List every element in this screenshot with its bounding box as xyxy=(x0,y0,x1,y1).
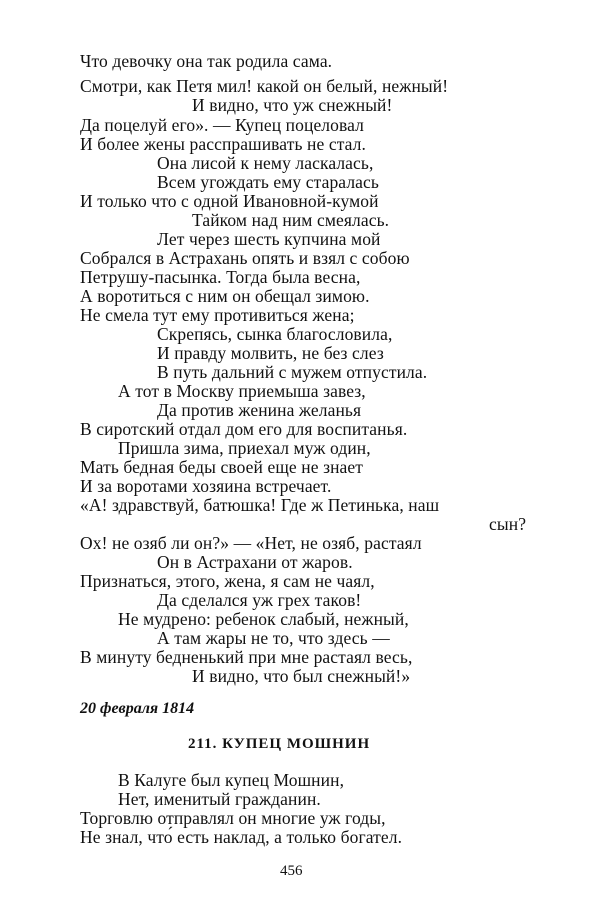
poem-line: Да поцелуй его». — Купец поцеловал xyxy=(80,115,364,135)
poem-line: И более жены расспрашивать не стал. xyxy=(80,134,366,154)
poem-line: А там жары не то, что здесь — xyxy=(157,628,390,648)
poem-line: И видно, что был снежный!» xyxy=(192,666,411,686)
poem-line: Ох! не озяб ли он?» — «Нет, не озяб, растаял xyxy=(80,533,422,553)
poem-line: Лет через шесть купчина мой xyxy=(157,229,381,249)
poem-line: Торговлю отправлял он многие уж годы, xyxy=(80,808,386,828)
poem-line: Он в Астрахани от жаров. xyxy=(157,552,353,572)
poem-line: Признаться, этого, жена, я сам не чаял, xyxy=(80,571,375,591)
poem-line: И правду молвить, не без слез xyxy=(157,343,384,363)
poem-line: Скрепясь, сынка благословила, xyxy=(157,324,393,344)
poem-line: Пришла зима, приехал муж один, xyxy=(118,438,371,458)
poem-line: И только что с одной Ивановной-кумой xyxy=(80,191,379,211)
poem-line: Тайком над ним смеялась. xyxy=(192,210,390,230)
poem-date: 20 февраля 1814 xyxy=(80,700,195,717)
poem-line: Да сделался уж грех таков! xyxy=(157,590,362,610)
poem-line: Не смела тут ему противиться жена; xyxy=(80,305,355,325)
poem-line: Она лисой к нему ласкалась, xyxy=(157,153,374,173)
poem-line: Мать бедная беды своей еще не знает xyxy=(80,457,364,477)
poem-line: В сиротский отдал дом его для воспитанья. xyxy=(80,419,408,439)
poem-line: В Калуге был купец Мошнин, xyxy=(118,770,345,790)
poem-line: Смотри, как Петя мил! какой он белый, нежный! xyxy=(80,76,449,96)
poem-line: А тот в Москву приемыша завез, xyxy=(118,381,366,401)
poem-line: Всем угождать ему старалась xyxy=(157,172,379,192)
poem-line: «А! здравствуй, батюшка! Где ж Петинька, наш xyxy=(80,495,440,515)
poem-line: И за воротами хозяина встречает. xyxy=(80,476,332,496)
poem-line: Не знал, что́ есть наклад, а только богател. xyxy=(80,827,403,847)
poem-line-continuation: сын? xyxy=(489,514,527,534)
poem-line: Не мудрено: ребенок слабый, нежный, xyxy=(118,609,409,629)
poem-line: Да против женина желанья xyxy=(157,400,362,420)
poem-line: Нет, именитый гражданин. xyxy=(118,789,321,809)
poem-line: А воротиться с ним он обещал зимою. xyxy=(80,286,370,306)
poem-line: Собрался в Астрахань опять и взял с собою xyxy=(80,248,410,268)
poem-line: В путь дальний с мужем отпустила. xyxy=(157,362,428,382)
poem-line: И видно, что уж снежный! xyxy=(192,95,393,115)
page-number: 456 xyxy=(280,863,303,879)
poem-line: Что девочку она так родила сама. xyxy=(80,51,333,71)
poem-title: 211. КУПЕЦ МОШНИН xyxy=(188,736,371,752)
poem-line: В минуту бедненький при мне растаял весь, xyxy=(80,647,413,667)
poem-line: Петрушу-пасынка. Тогда была весна, xyxy=(80,267,361,287)
